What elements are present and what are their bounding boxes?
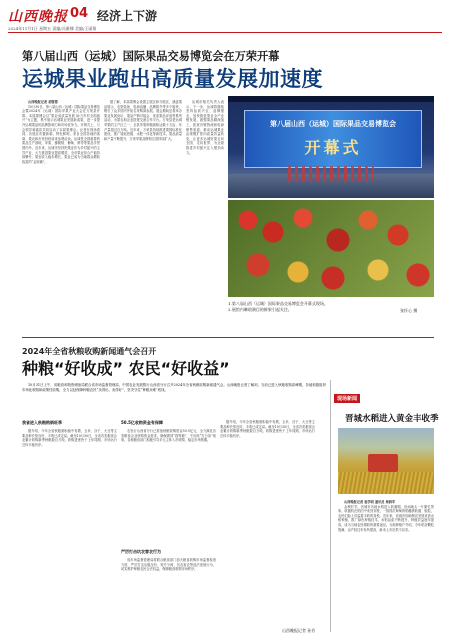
main-byline: 山西晚报记者 胡蓉蓉 [28, 100, 58, 104]
stage-lights [228, 96, 434, 102]
caption-2: 2.展馆内琳琅满目的鲜果引起关注。 [228, 307, 292, 312]
masthead-info: 2024年11月1日 星期五 责编/冯雅娜 美编/王丽翔 [8, 26, 97, 31]
harvester [368, 454, 398, 472]
main-headline: 运城果业跑出高质量发展加速度 [22, 67, 323, 91]
column-divider [330, 380, 331, 632]
main-kicker: 第八届山西（运城）国际果品交易博览会在万荣开幕 [22, 50, 280, 63]
second-col-3-repeat: 据介绍，今年全省秋粮面积稳中有增，玉米、谷子、大豆等主要品种长势良好，丰收已成定局。截至10月30日，全省各类粮食企业累计收购新季秋粮数百万吨，收购进度快于上年同期，市场运行总体平稳有序。 [220, 420, 315, 438]
photo-opening-ceremony [228, 96, 434, 198]
rice-field [338, 472, 434, 494]
main-column-1: 10月30日，第八届山西（运城）国际果品交易博览会暨2024年（运城）国际苹果产业大会在万荣县开幕。本届果博会以“果业高质量发展 助力乡村全面振兴”为主题，集中展示运城果业发展新成果，进一步提升运城果品的品牌影响力和市场竞争力。开幕式上，与会领导和嘉宾共同启动了本届果博会。记者在现场看到，各展区布置新颖，特色鲜明，来自全国各地的客商、果农和市民纷纷前来参观洽谈。运城是全国重要的果品生产基地，苹果、猕猴桃、葡萄、鲜枣等果品享誉国内外。近年来，运城市坚持把果业作为乡村振兴的主导产业，大力推进果业提质增效，全市果业综合产值持续攀升，果农收入稳步增长，果业已成为当地群众增收致富的“金饭碗”。 [22, 104, 100, 164]
photo-fruit-display [228, 200, 434, 297]
second-col-1-text: 据介绍，今年全省秋粮面积稳中有增，玉米、谷子、大豆等主要品种长势良好，丰收已成定局。截至10月30日，全省各类粮食企业累计收购新季秋粮数百万吨，收购进度快于上年同期，市场运行总体平稳有序。 [22, 429, 117, 447]
photo-banner: 开幕式 [304, 138, 362, 157]
main-column-2-text: 据了解，本届果博会设置主展区和分展区，涵盖果品展示、农资装备、电商直播、品牌推介等多个板块，吸引了众多国内外知名采购商参展。展会期间还将举办果业发展论坛、果品产销对接会、优质果品评选等系列活动，为果农和企业搭建交流合作平台。万荣县是运城苹果的主产区之一，全县苹果种植面积达数十万亩，年产量超过百万吨。近年来，万荣县持续推进果园标准化建设，推广矮砧密植、水肥一体化等新技术，果品质量和产量不断提升，万荣苹果品牌知名度持续扩大。 [104, 100, 182, 141]
second-col-2-text: 农发行山西省分行已准备秋粮收购资金50.5亿元，全力满足各类粮食企业收购资金需求，确保做到“钱等粮”，不出现“打白条”现象。各地粮食部门积极引导多元主体入市收购，稳定市场预期。 [121, 429, 216, 443]
main-column-2 [104, 100, 182, 335]
second-col-2 [121, 420, 216, 630]
stage-screen [244, 110, 422, 168]
masthead-logo: 山西晚报 [8, 9, 68, 25]
photo-rice-harvest [338, 428, 434, 494]
main-column-3-text: 运城市相关负责人表示，下一步，运城将继续坚持品质兴农、品牌强农，加快推进果业全产业链发展，做强果品精深加工，拓宽冷链物流和电商销售渠道，推动运城果业由规模扩张向质量效益转变，让更多运城好果走向全国、走向世界，为全面推进乡村振兴注入强劲动力。 [186, 100, 224, 155]
subhead-1: 我省进入秋粮购销旺季 [22, 420, 62, 425]
main-column-3 [186, 100, 224, 335]
second-headline: 种粮“好收成” 农民“好收益” [22, 359, 230, 378]
second-col-3-text: 省市场监督管理局将联合粮食部门加大粮食收购市场监督检查力度，严厉打击压级压价、短斤少两、坑农害农等违法违规行为，切实维护种粮农民合法权益，保障粮食收购市场秩序。 [121, 558, 216, 572]
second-col-1 [22, 420, 117, 630]
second-lead-text: 10月31日上午，省粮食和物资储备局联合省市场监督管理局、中国农业发展银行山西省分行召开2024年全省秋粮收购新闻通气会。山西晚报记者了解到，当前已进入秋粮收购高峰期，各地积极组织市场化收购和政策性收购，全力以赴保障种粮农民“卖得出、卖得好”，坚决守住“种粮卖难”底线。 [22, 383, 326, 392]
main-byline-column [22, 100, 100, 335]
section-title: 经济上下游 [97, 9, 158, 23]
second-lead [22, 383, 326, 415]
fruit-apples [228, 200, 434, 297]
subhead-3: 严厉打击坑农害农行为 [121, 549, 161, 554]
subhead-2: 50.5亿收购资金有保障 [121, 420, 163, 425]
masthead-rule [8, 32, 442, 33]
side-byline: 山西晚报记者 崔学明 通讯员 杨润军 [344, 500, 396, 504]
second-col-3 [220, 420, 315, 620]
side-tag: 现场新闻 [334, 394, 360, 403]
second-kicker: 2024年全省秋粮收购新闻通气会召开 [22, 347, 157, 356]
photo-banner-small: 第八届山西（运城）国际果品交易博览会 [270, 120, 396, 128]
side-text: 金秋时节，晋城市各地水稻进入收割期，田间地头一片繁忙景象。收割机在稻田中来回穿梭，一排排沉甸甸的稻穗被收割、脱粒，农民们脸上洋溢着丰收的喜悦。近年来，晋城市因地制宜发展优质水稻种植，推广绿色种植技术，水稻品质不断提升，种植效益逐年提高，成为当地农民增收的重要途径。当地种植户介绍，今年稻谷颗粒饱满，亩产较往年有所提高，新米上市后供不应求。 [338, 504, 434, 532]
second-credit: 山西晚报记者 孙芳 [282, 628, 316, 633]
section-divider [22, 337, 434, 338]
side-body [338, 500, 434, 632]
photo-credit: 张怀心 摄 [400, 308, 418, 313]
side-headline: 晋城水稻进入黄金丰收季 [345, 414, 439, 424]
caption-1: 1.第八届山西（运城）国际果品交易博览会开幕式现场。 [228, 301, 328, 306]
stage-performers [288, 166, 374, 182]
page-number: 04 [70, 6, 89, 21]
